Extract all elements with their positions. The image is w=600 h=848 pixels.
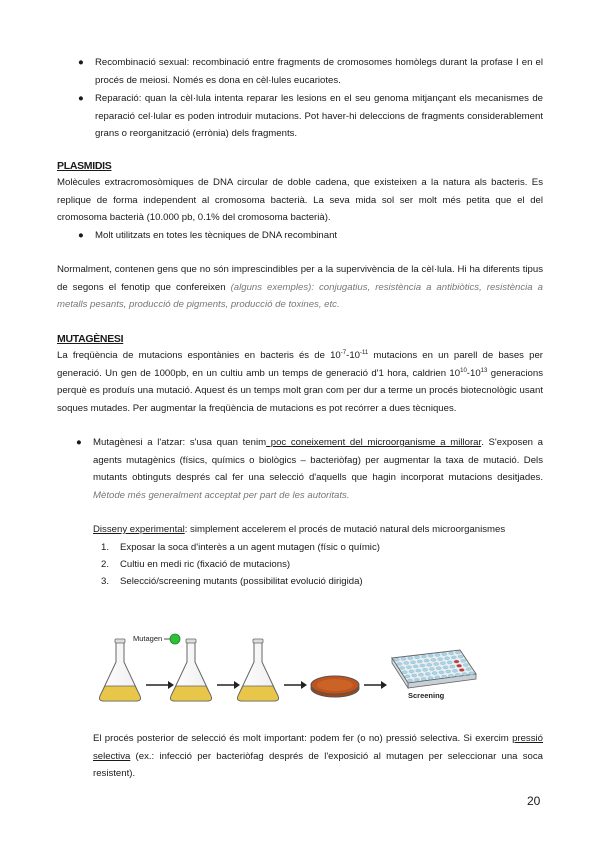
plate-well: [455, 651, 460, 654]
plate-well: [450, 665, 455, 668]
step-number: 2.: [101, 558, 110, 570]
flask-icon: [100, 639, 141, 701]
plasmids-section: [57, 160, 543, 314]
plate-well: [408, 657, 413, 660]
step-number: 1.: [101, 541, 110, 553]
arrowhead-icon: [168, 681, 174, 689]
step-text: Selecció/screening mutants (possibilitat evolució dirigida): [120, 575, 363, 587]
plate-well: [469, 672, 474, 675]
plate-well: [463, 664, 468, 667]
screening-label: Screening: [408, 691, 445, 700]
plate-well: [461, 659, 466, 662]
page-number: 20: [527, 794, 541, 808]
plate-well: [434, 663, 439, 666]
bullet-recombinacio: [57, 54, 543, 89]
plate-well: [442, 653, 447, 656]
exponent: 10: [460, 367, 467, 374]
bullet-mutagenesi-atzar: [57, 434, 543, 504]
plate-well: [421, 677, 426, 680]
plate-well: [405, 675, 410, 678]
underlined-text: pressió selectiva: [93, 733, 543, 762]
plate-well: [404, 662, 409, 665]
plasmids-heading: PLASMIDIS: [57, 160, 112, 172]
bullet-text: Molt utilitzats en totes les tècniques de DNA recombinant: [95, 229, 338, 241]
plate-well: [438, 658, 443, 661]
plate-well: [416, 669, 421, 672]
plate-well: [402, 671, 407, 674]
plate-well: [439, 671, 444, 674]
plasmids-paragraph-2: [57, 261, 543, 314]
arrowhead-icon: [381, 681, 387, 689]
plate-well: [425, 673, 430, 676]
plate-well: [432, 672, 437, 675]
plasmids-bullet: [57, 227, 543, 245]
plate-well: [412, 674, 417, 677]
plate-well: [424, 659, 429, 662]
plate-well: [394, 658, 399, 661]
mutagen-drop-icon: [170, 634, 180, 644]
plate-well: [455, 673, 460, 676]
plate-well: [417, 660, 422, 663]
step-text: Cultiu en medi ric (fixació de mutacions): [120, 558, 291, 570]
exponent: -11: [360, 349, 369, 356]
bullet-text: Reparació: quan la cèl·lula intenta reparar les lesions en el seu genoma mitjançant els mecanismes de reparació cel·lular es poden introduir mutacions. Pot haver-hi deleccions de fragments considerablement grans o reorganització (errònia) dels fragments.: [95, 93, 543, 139]
plate-well: [401, 657, 406, 660]
final-paragraph-block: [93, 730, 543, 783]
steps-list: [57, 539, 543, 590]
disseny-experimental: [57, 521, 543, 539]
plate-well: [436, 667, 441, 670]
plate-well: [451, 656, 456, 659]
plate-well: [418, 673, 423, 676]
plate-well: [459, 669, 464, 672]
flask-icon: [238, 639, 279, 701]
disseny-label: Disseny experimental: [93, 524, 185, 535]
bullet-reparacio: [57, 90, 543, 143]
text-run: -10: [466, 367, 481, 379]
bullet-dot-icon: ●: [76, 437, 82, 448]
plate-well: [397, 662, 402, 665]
plate-well: [435, 676, 440, 679]
arrowhead-icon: [234, 681, 240, 689]
step-item: [93, 539, 543, 556]
flask-icon: [171, 639, 212, 701]
top-bullet-list: [57, 54, 543, 143]
underlined-text: poc coneixement del microorganisme a millorar: [266, 437, 482, 448]
plate-well: [448, 674, 453, 677]
arrowhead-icon: [301, 681, 307, 689]
screening-plate-icon: [392, 650, 476, 688]
plate-well: [443, 666, 448, 669]
plate-well: [400, 667, 405, 670]
plate-well: [428, 654, 433, 657]
mutagenesis-process-figure: [88, 628, 488, 708]
paragraph-text: Normalment, contenen gens que no són imprescindibles per a la supervivència de la cèl·lula. Hi ha diferents tipus de segons el fenotip que confereixen: [57, 264, 543, 293]
plate-well: [444, 657, 449, 660]
text-run: generacions perquè es produís una mutació. Aquest és un temps molt gran com per dur a terme un procés biotecnològic usant soques mutades. Per augmentar la freqüència de mutacions es pot recórrer a dues tècniques.: [57, 367, 544, 414]
plate-well: [428, 677, 433, 680]
plate-well: [410, 661, 415, 664]
plate-well: [442, 675, 447, 678]
plate-well: [406, 666, 411, 669]
plasmids-paragraph: Molècules extracromosòmiques de DNA circular de doble cadena, que existeixen a la natura als bacteris. Es replique de forma independent al cromosoma bacterià. La seva mida sol ser molt més petita que el del cromosoma bacterià (10.000 pb, 0.1% del cromosoma bacterià).: [57, 177, 543, 223]
step-text: Exposar la soca d'interès a un agent mutagen (físic o químic): [120, 541, 380, 553]
step-number: 3.: [101, 575, 110, 587]
text-run: (ex.: infecció per bacteriòfag després de l'exposició al mutagen per seleccionar una soca resistent).: [93, 750, 543, 779]
mutagenesi-paragraph: [57, 347, 543, 417]
bullet-dot-icon: ●: [78, 57, 84, 68]
plate-well: [431, 658, 436, 661]
bullet-dot-icon: ●: [78, 229, 84, 241]
text-run: La freqüència de mutacions espontànies en bacteris és de 10: [57, 350, 341, 361]
plate-well: [427, 663, 432, 666]
plate-well: [466, 668, 471, 671]
examples-italic: (alguns exemples): conjugatius, resistència a antibiòtics, resistència a metalls pesants, producció de pigments, producció de toxines, etc.: [57, 281, 543, 310]
plate-well: [423, 668, 428, 671]
plate-well: [420, 664, 425, 667]
plate-well: [440, 662, 445, 665]
plate-well: [462, 673, 467, 676]
plate-well: [457, 664, 462, 667]
plate-well: [446, 670, 451, 673]
petri-dish-icon: [311, 676, 359, 697]
bullet-text: Recombinació sexual: recombinació entre fragments de cromosomes homòlegs durant la profase I en el procés de meiosi. Només es dona en cèl·lules eucariotes.: [95, 57, 543, 86]
italic-note: Mètode més generalment acceptat per part de les autoritats.: [93, 489, 350, 501]
plate-well: [454, 660, 459, 663]
mutagen-label: Mutagen: [133, 634, 163, 643]
text-run: El procés posterior de selecció és molt important: podem fer (o no) pressió selectiva. Si exercim: [93, 733, 513, 744]
text-run: mutacions en un parell de bases per generació. Un gen de 1000pb, en un cultiu amb un temps de generació d'1 hora, caldrien 10: [57, 350, 544, 379]
plate-well: [458, 655, 463, 658]
bullet-dot-icon: ●: [78, 93, 84, 104]
text-run: -10: [346, 350, 360, 361]
text-run: Mutagènesi a l'atzar: s'usa quan tenim: [93, 437, 267, 448]
plate-well: [452, 669, 457, 672]
mutagenesi-heading: MUTAGÈNESI: [57, 333, 124, 345]
disseny-text: : simplement accelerem el procés de mutació natural dels microorganismes: [184, 524, 506, 535]
plate-well: [447, 661, 452, 664]
plate-well: [409, 670, 414, 673]
plate-well: [429, 668, 434, 671]
plate-well: [408, 679, 413, 682]
exponent: -7: [340, 349, 347, 356]
step-item: [93, 556, 543, 573]
plate-well: [421, 655, 426, 658]
mutagenesi-section: [57, 333, 543, 590]
text-run: . S'exposen a agents mutagènics (físics, químics o biològics – bacteriòfag) per augmentar la taxa de mutació. Dels mutants obtinguts després cal fer una selecció d'aquells que hagin incorporat mutacions desitjades.: [93, 437, 544, 483]
plate-well: [449, 652, 454, 655]
plate-well: [413, 665, 418, 668]
plate-well: [415, 656, 420, 659]
plate-well: [414, 678, 419, 681]
step-item: [93, 573, 543, 590]
final-paragraph: [93, 730, 543, 783]
exponent: 13: [480, 367, 488, 374]
plate-well: [435, 653, 440, 656]
